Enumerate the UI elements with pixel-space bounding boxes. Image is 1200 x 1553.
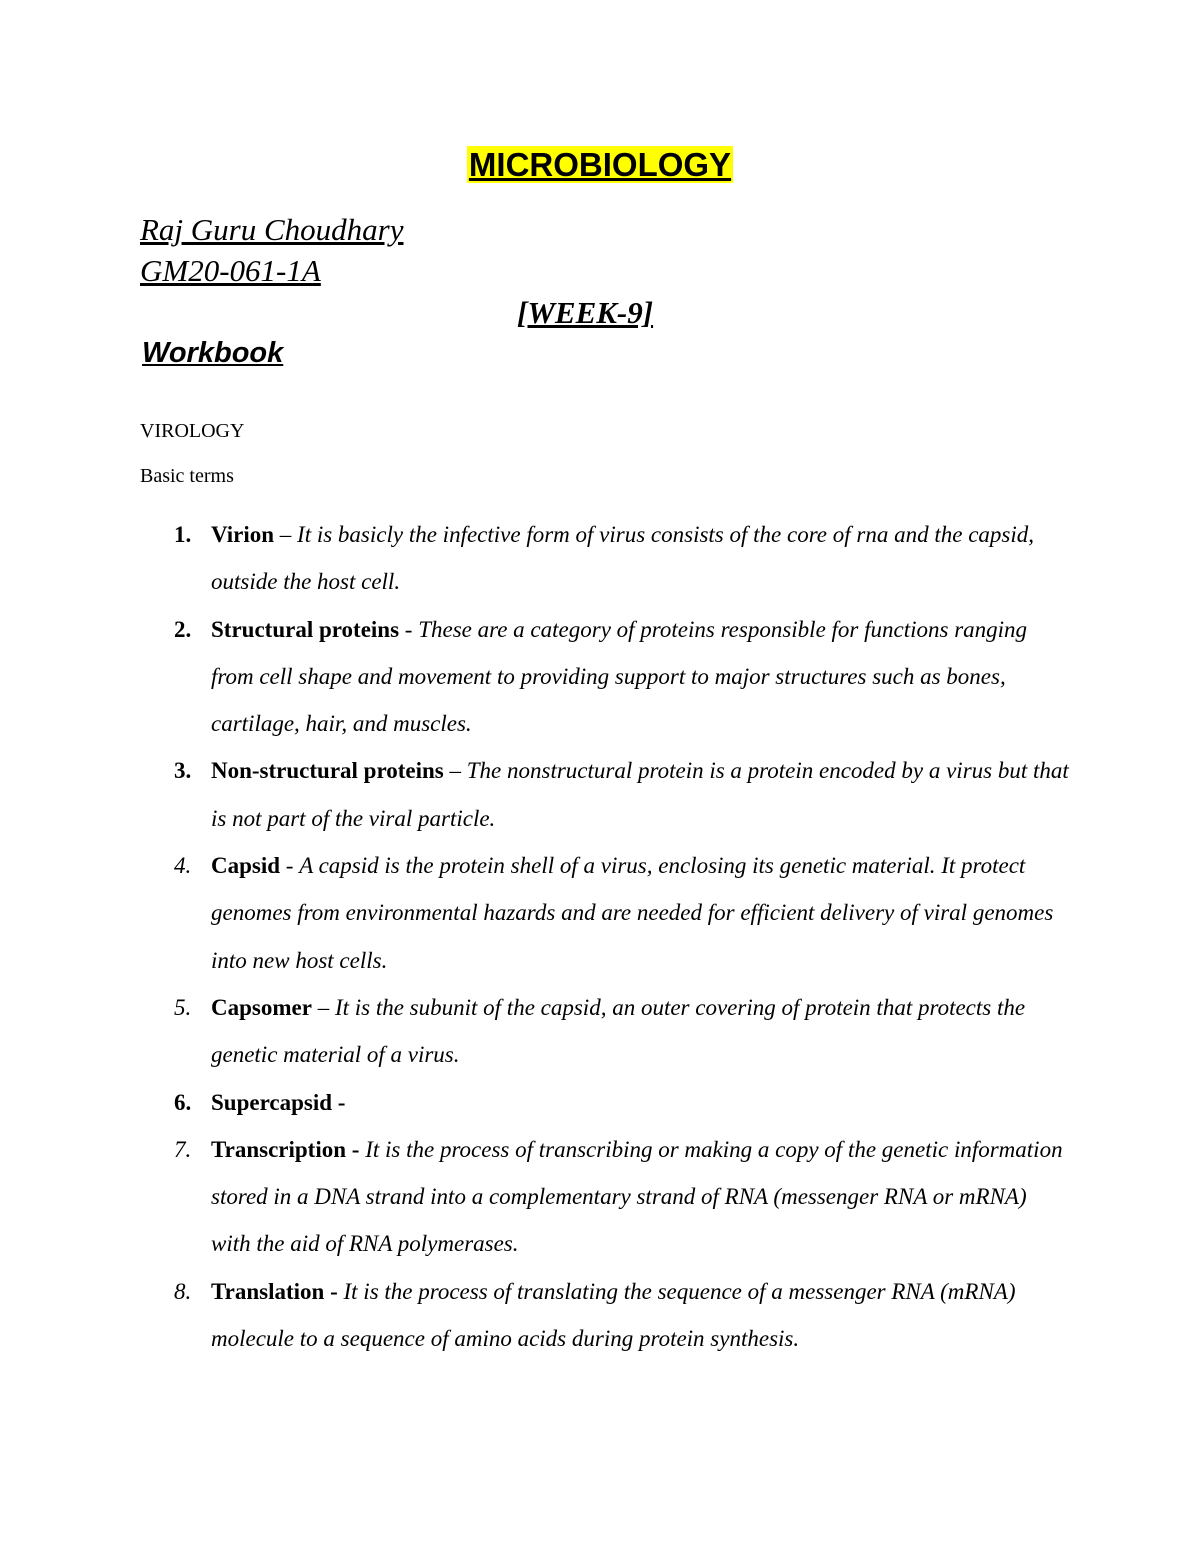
separator: - bbox=[346, 1136, 366, 1162]
separator: - bbox=[332, 1089, 346, 1115]
list-item bbox=[0, 1268, 1200, 1363]
separator: – bbox=[311, 994, 335, 1020]
separator: – bbox=[274, 522, 298, 547]
separator: - bbox=[280, 853, 300, 879]
list-item bbox=[0, 1079, 1200, 1126]
definition: A capsid is the protein shell of a virus, enclosing its genetic material. It protect genomes from environmental hazards and are needed for efficient delivery of viral genomes into new host cells. bbox=[211, 853, 1054, 973]
item-number: 7. bbox=[174, 1136, 192, 1162]
term: Structural proteins bbox=[211, 616, 400, 642]
document-title bbox=[0, 143, 1200, 187]
item-number: 2. bbox=[174, 616, 192, 642]
list-item bbox=[0, 1126, 1200, 1268]
item-number: 3. bbox=[174, 758, 192, 784]
term: Capsomer bbox=[211, 994, 312, 1020]
definition: It is the process of translating the sequence of a messenger RNA (mRNA) molecule to a sequence of amino acids during protein synthesis. bbox=[211, 1278, 1016, 1352]
separator: - bbox=[399, 616, 419, 642]
student-id: GM20-061-1A bbox=[140, 253, 321, 288]
list-item bbox=[0, 511, 1200, 606]
item-number: 6. bbox=[174, 1089, 192, 1115]
workbook-heading: Workbook bbox=[142, 337, 284, 369]
definition: The nonstructural protein is a protein encoded by a virus but that is not part of the viral particle. bbox=[211, 758, 1069, 831]
item-number: 5. bbox=[174, 994, 192, 1020]
item-number: 8. bbox=[174, 1278, 192, 1304]
term: Non-structural proteins bbox=[211, 758, 444, 784]
terms-list bbox=[0, 511, 1200, 1362]
section-title: VIROLOGY bbox=[140, 420, 245, 442]
item-number: 4. bbox=[174, 853, 192, 879]
list-item bbox=[0, 984, 1200, 1079]
list-item bbox=[0, 842, 1200, 984]
term: Virion bbox=[211, 522, 275, 547]
definition: It is the subunit of the capsid, an outer covering of protein that protects the genetic material of a virus. bbox=[211, 994, 1026, 1068]
term: Supercapsid bbox=[211, 1089, 333, 1115]
definition: It is basicly the infective form of virus consists of the core of rna and the capsid, outside the host cell. bbox=[211, 522, 1035, 595]
definition: These are a category of proteins responsible for functions ranging from cell shape and movement to providing support to major structures such as bones, cartilage, hair, and muscles. bbox=[211, 616, 1028, 737]
item-number: 1. bbox=[174, 522, 192, 547]
term: Transcription bbox=[211, 1136, 347, 1162]
subsection-title: Basic terms bbox=[140, 465, 234, 487]
term: Translation bbox=[211, 1278, 325, 1304]
separator: - bbox=[324, 1278, 344, 1304]
separator: – bbox=[443, 758, 467, 784]
list-item bbox=[0, 747, 1200, 842]
author-name: Raj Guru Choudhary bbox=[140, 212, 404, 247]
term: Capsid bbox=[211, 853, 281, 879]
list-item bbox=[0, 606, 1200, 748]
definition: It is the process of transcribing or making a copy of the genetic information stored in a DNA strand into a complementary strand of RNA (messenger RNA or mRNA) with the aid of RNA polymerases. bbox=[211, 1136, 1063, 1257]
week-label: [WEEK-9] bbox=[517, 295, 654, 330]
title-text: MICROBIOLOGY bbox=[468, 146, 732, 183]
